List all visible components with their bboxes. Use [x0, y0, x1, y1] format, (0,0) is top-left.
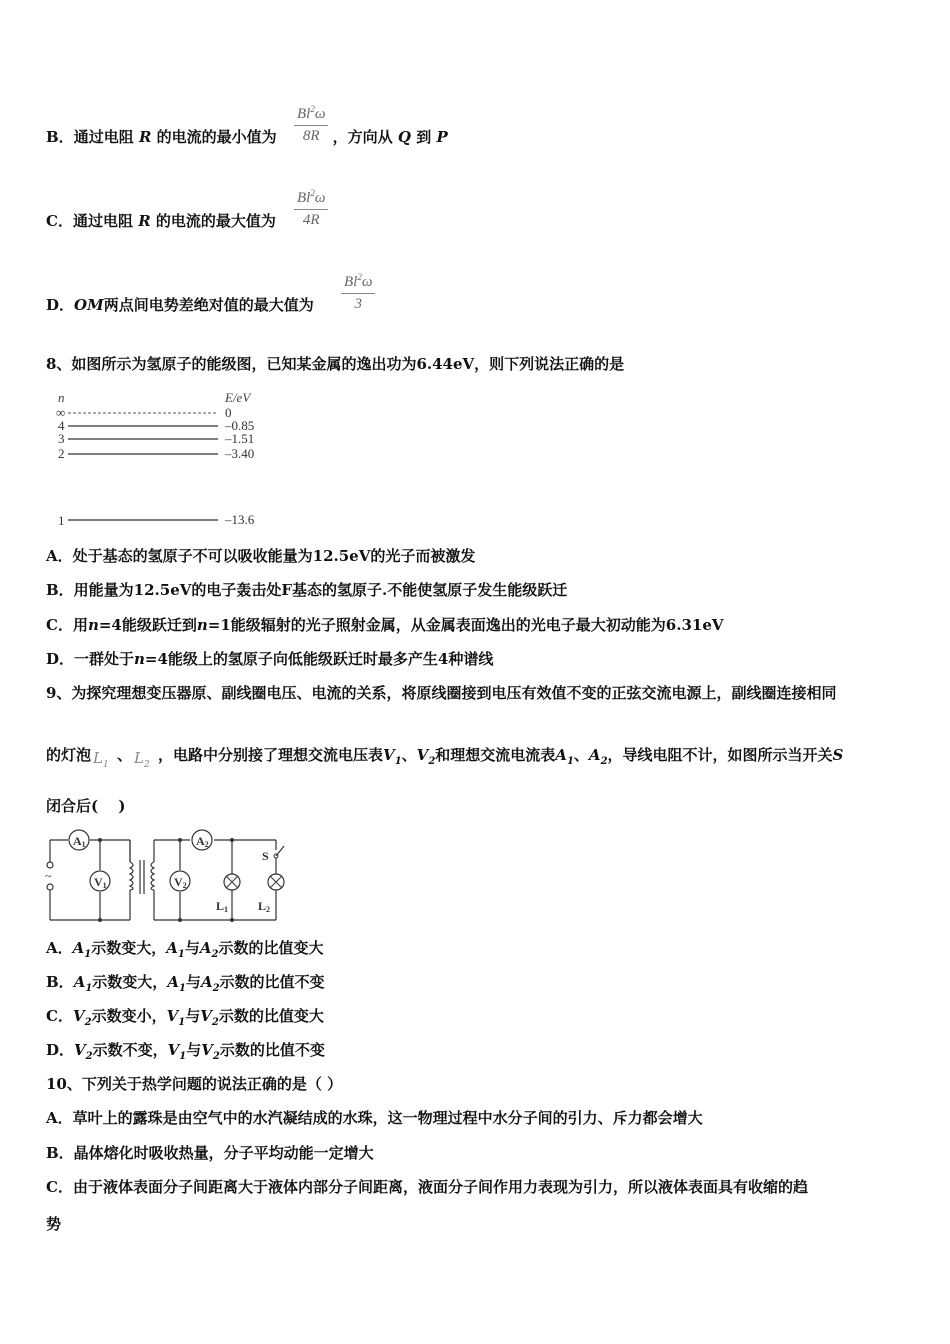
q7-option-d[interactable]: D．OM两点间电势差绝对值的最大值为 [46, 296, 314, 314]
level-e-4: –0.85 [225, 418, 255, 433]
q9-option-b[interactable]: B．$A_1$示数变大，$A_1$与$A_2$示数的比值不变 [46, 973, 325, 994]
q7-option-b[interactable]: B．通过电阻 R 的电流的最小值为 ，方向从 Q 到 P [46, 128, 448, 146]
svg-text:A1: A1 [73, 834, 86, 849]
fraction-max-voltage: Bl$^2$ω 3 [341, 272, 375, 313]
q9-stem-line1: 9、为探究理想变压器原、副线圈电压、电流的关系，将原线圈接到电压有效值不变的正弦交流电源上，副线圈连接相同 [46, 684, 837, 702]
ammeter-a2 [192, 830, 212, 850]
q7-option-c[interactable]: C．通过电阻 R 的电流的最大值为 [46, 212, 276, 230]
svg-text:V1: V1 [94, 875, 107, 890]
level-e-3: –1.51 [225, 431, 255, 446]
svg-text:V2: V2 [174, 875, 187, 890]
voltmeter-v1 [90, 871, 110, 891]
level-n-4: 4 [58, 418, 65, 433]
fraction-min-current: Bl$^2$ω 8R [294, 104, 328, 145]
energy-level-diagram [50, 388, 290, 538]
fraction-max-current: Bl$^2$ω 4R [294, 188, 328, 229]
q9-option-d[interactable]: D．$V_2$示数不变，$V_1$与$V_2$示数的比值不变 [46, 1041, 325, 1062]
q10-option-c-line1[interactable]: C．由于液体表面分子间距离大于液体内部分子间距离，液面分子间作用力表现为引力，所以液体表面具有收缩的趋 [46, 1178, 808, 1196]
q10-option-a[interactable]: A．草叶上的露珠是由空气中的水汽凝结成的水珠，这一物理过程中水分子间的引力、斥力都会增大 [46, 1109, 703, 1127]
svg-text:A2: A2 [196, 834, 209, 849]
q10-option-b[interactable]: B．晶体熔化时吸收热量，分子平均动能一定增大 [46, 1144, 374, 1162]
switch-s-label: S [262, 849, 269, 863]
q8-stem: 8、如图所示为氢原子的能级图，已知某金属的逸出功为6.44eV，则下列说法正确的是 [46, 355, 625, 373]
q9-option-a[interactable]: A．$A_1$示数变大，$A_1$与$A_2$示数的比值变大 [46, 939, 324, 960]
ac-source-symbol: ~ [45, 869, 52, 883]
ammeter-a1 [69, 830, 89, 850]
level-n-inf: ∞ [56, 405, 66, 420]
level-e-inf: 0 [225, 405, 232, 420]
voltmeter-v2 [170, 871, 190, 891]
level-e-1: –13.6 [225, 512, 255, 527]
q9-option-c[interactable]: C．$V_2$示数变小，$V_1$与$V_2$示数的比值变大 [46, 1007, 324, 1028]
transformer-circuit-diagram [44, 826, 294, 926]
level-n-3: 3 [58, 431, 65, 446]
svg-text:L1: L1 [216, 899, 229, 914]
level-e-2: –3.40 [225, 446, 255, 461]
q9-stem-line3: 闭合后( ) [46, 797, 126, 815]
energy-axis-label: E/eV [225, 390, 251, 405]
q10-option-c-line2[interactable]: 势 [46, 1215, 62, 1233]
n-axis-label: n [58, 390, 65, 405]
level-n-1: 1 [58, 513, 65, 528]
q8-option-d[interactable]: D．一群处于n=4能级上的氢原子向低能级跃迁时最多产生4种谱线 [46, 650, 494, 668]
q8-option-a[interactable]: A．处于基态的氢原子不可以吸收能量为12.5eV的光子而被激发 [46, 547, 476, 565]
lamp-l2 [258, 874, 284, 914]
q8-option-b[interactable]: B．用能量为12.5eV的电子轰击处F基态的氢原子.不能使氢原子发生能级跃迁 [46, 581, 568, 599]
level-n-2: 2 [58, 446, 65, 461]
lamp-l1 [216, 874, 240, 914]
q8-option-c[interactable]: C．用n=4能级跃迁到n=1能级辐射的光子照射金属，从金属表面逸出的光电子最大初动能为6.31eV [46, 616, 724, 634]
svg-text:L2: L2 [258, 899, 271, 914]
q9-stem-line2: 的灯泡 $L_1$ 、 $L_2$ ，电路中分别接了理想交流电压表$V_1$、$V_2$和理想交流电流表$A_1$、$A_2$，导线电阻不计，如图所示当开关S [46, 746, 844, 770]
q10-stem: 10、下列关于热学问题的说法正确的是（ ） [46, 1075, 343, 1093]
